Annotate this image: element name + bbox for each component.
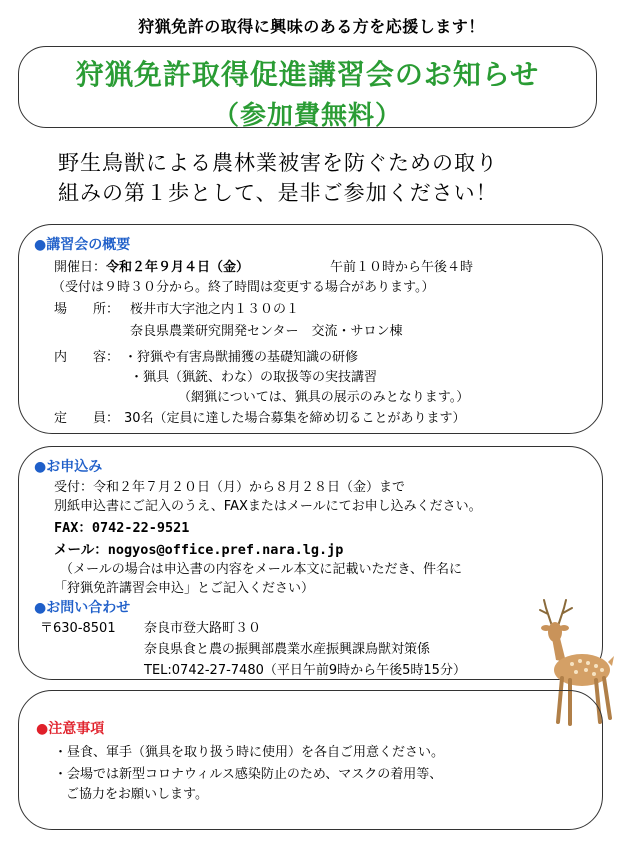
reception-note: （受付は９時３０分から。終了時間は変更する場合があります。）: [52, 280, 435, 295]
free-admission-note: （参加費無料）: [212, 101, 402, 131]
notes-item-2-cont: ご協力をお願いします。: [66, 787, 208, 802]
application-period: 受付：令和２年７月２０日（月）から８月２８日（金）まで: [54, 480, 406, 495]
content-item-2: ・猟具（猟銃、わな）の取扱等の実技講習: [130, 370, 378, 385]
overview-heading: ●講習会の概要: [34, 237, 131, 253]
capacity-label: 定 員：: [54, 411, 120, 426]
title-box: [18, 46, 597, 131]
intro-text: [58, 148, 578, 208]
notes-item-2: ・会場では新型コロナウィルス感染防止のため、マスクの着用等、: [54, 767, 443, 782]
content-note: （網猟については、猟具の展示のみとなります。）: [178, 390, 470, 405]
page-title: 狩猟免許取得促進講習会のお知らせ: [75, 58, 540, 91]
fax-number: FAX：0742-22-9521: [54, 520, 190, 536]
mail-note-2: 「狩猟免許講習会申込」とご記入ください）: [54, 581, 315, 596]
mail-note-1: （メールの場合は申込書の内容をメール本文に記載いただき、件名に: [60, 562, 462, 577]
intro-line-1: 野生鳥獣による農林業被害を防ぐための取り: [58, 151, 498, 175]
content-item-1: ・狩猟や有害鳥獣捕獲の基礎知識の研修: [124, 350, 359, 365]
date-label: 開催日：: [54, 260, 107, 275]
tagline: 狩猟免許の取得に興味のある方を応援します！: [138, 17, 485, 36]
date-value: 令和２年９月４日（金）: [106, 260, 250, 275]
contact-heading: ●お問い合わせ: [34, 600, 131, 616]
application-heading: ●お申込み: [34, 459, 103, 475]
contact-tel: TEL:0742-27-7480（平日午前9時から午後5時15分）: [144, 663, 466, 678]
contact-address: 奈良市登大路町３０: [144, 621, 262, 636]
intro-line-2: 組みの第１歩として、是非ご参加ください！: [58, 181, 498, 205]
antler-icon: [540, 600, 572, 626]
place-value-1: 桜井市大字池之内１３０の１: [130, 302, 300, 317]
capacity-value: 30名（定員に達した場合募集を締め切ることがあります）: [124, 411, 466, 426]
notes-heading: ●注意事項: [36, 721, 105, 737]
content-label: 内 容：: [54, 350, 120, 365]
place-label: 場 所：: [54, 302, 120, 317]
place-value-2: 奈良県農業研究開発センター 交流・サロン棟: [130, 324, 403, 339]
notes-item-1: ・昼食、軍手（猟具を取り扱う時に使用）を各自ご用意ください。: [54, 745, 445, 760]
date-row: [54, 256, 249, 275]
application-method: 別紙申込書にご記入のうえ、FAXまたはメールにてお申し込みください。: [54, 499, 482, 514]
postal-code: 〒630-8501: [40, 621, 116, 636]
contact-department: 奈良県食と農の振興部農業水産振興課鳥獣対策係: [144, 642, 431, 657]
time-value: 午前１０時から午後４時: [330, 260, 474, 275]
notes-box: [18, 690, 603, 830]
mail-address: メール：nogyos@office.pref.nara.lg.jp: [54, 542, 344, 558]
